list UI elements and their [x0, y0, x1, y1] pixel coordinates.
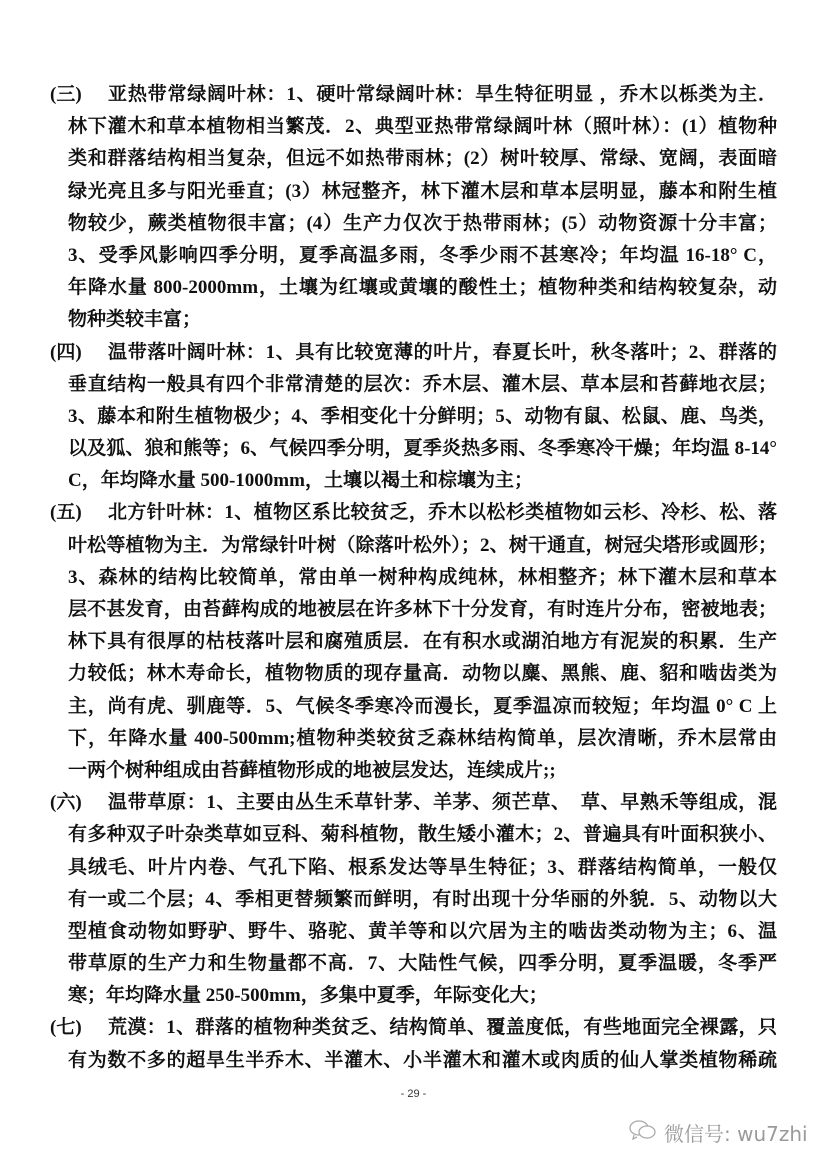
- watermark: [628, 1118, 808, 1147]
- section-label: (三): [50, 84, 82, 105]
- section-label: (四): [50, 341, 82, 363]
- text-line: 有一或二个层；4、季相更替频繁而鲜明，有时出现十分华丽的外貌．5、动物以大: [68, 888, 777, 910]
- section-label: (七): [50, 1017, 82, 1039]
- text-line: 下，年降水量 400-500mm;植物种类较贫乏森林结构简单，层次清晰，乔木层常由: [68, 727, 777, 749]
- page-number: - 29 -: [400, 1088, 427, 1100]
- section: [50, 1012, 777, 1076]
- text-line: 以及狐、狼和熊等；6、气候四季分明，夏季炎热多雨、冬季寒冷干燥；年均温 8-14°: [68, 438, 777, 460]
- text-line: 层不甚发育，由苔藓构成的地被层在许多林下十分发育，有时连片分布，密被地表；: [68, 599, 777, 620]
- section-label: (六): [50, 792, 82, 814]
- text-line: 力较低；林木寿命长，植物物质的现存量高．动物以麋、黑熊、鹿、貂和啮齿类为: [68, 663, 777, 685]
- text-line: 温带草原：1、主要由丛生禾草针茅、羊茅、须芒草、 草、早熟禾等组成，混: [108, 792, 777, 814]
- text-line: 垂直结构一般具有四个非常清楚的层次：乔木层、灌木层、草本层和苔藓地衣层；: [68, 373, 777, 395]
- text-line: 荒漠：1、群落的植物种类贫乏、结构简单、覆盖度低，有些地面完全裸露，只: [108, 1017, 777, 1039]
- text-line: 类和群落结构相当复杂，但远不如热带雨林；(2）树叶较厚、常绿、宽阔，表面暗: [68, 148, 777, 170]
- text-line: 一两个树种组成由苔藓植物形成的地被层发达，连续成片;;: [68, 759, 556, 781]
- text-line: 有多种双子叶杂类草如豆科、菊科植物，散生矮小灌木；2、普遍具有叶面积狭小、: [68, 824, 777, 846]
- text-line: 主，尚有虎、驯鹿等．5、气候冬季寒冷而漫长，夏季温凉而较短；年均温 0° C 上: [68, 695, 777, 717]
- text-line: 物较少，蕨类植物很丰富；(4）生产力仅次于热带雨林；(5）动物资源十分丰富；: [68, 212, 777, 234]
- watermark-text: 微信号: wu7zhi: [664, 1122, 808, 1146]
- section: [50, 497, 777, 787]
- text-line: 林下具有很厚的枯枝落叶层和腐殖质层．在有积水或湖泊地方有泥炭的积累．生产: [68, 631, 777, 653]
- text-line: 具绒毛、叶片内卷、气孔下陷、根系发达等旱生特征；3、群落结构简单，一般仅: [68, 856, 777, 878]
- wechat-icon: [628, 1118, 658, 1147]
- section: [50, 787, 777, 1012]
- section: [50, 337, 777, 498]
- section: [50, 79, 777, 337]
- text-line: 绿光亮且多与阳光垂直；(3）林冠整齐，林下灌木层和草本层明显，藤本和附生植: [68, 180, 777, 202]
- text-line: 有为数不多的超旱生半乔木、半灌木、小半灌木和灌木或肉质的仙人掌类植物稀疏: [68, 1049, 777, 1071]
- text-line: 林下灌木和草本植物相当繁茂．2、典型亚热带常绿阔叶林（照叶林）：(1）植物种: [68, 116, 777, 138]
- text-line: 3、森林的结构比较简单，常由单一树种构成纯林，林相整齐；林下灌木层和草本: [68, 566, 777, 588]
- text-line: 年降水量 800-2000mm，土壤为红壤或黄壤的酸性土；植物种类和结构较复杂，动: [68, 277, 777, 299]
- text-line: 3、受季风影响四季分明，夏季高温多雨，冬季少雨不甚寒冷；年均温 16-18° C，: [68, 244, 777, 266]
- document-body: [50, 79, 777, 1077]
- text-line: 带草原的生产力和生物量都不高．7、大陆性气候，四季分明，夏季温暖，冬季严: [68, 953, 777, 975]
- section-label: (五): [50, 502, 82, 524]
- text-line: 叶松等植物为主．为常绿针叶树（除落叶松外）；2、树干通直，树冠尖塔形或圆形；: [68, 534, 777, 556]
- text-line: C，年均降水量 500-1000mm，土壤以褐土和棕壤为主；: [68, 470, 533, 492]
- text-line: 亚热带常绿阔叶林：1、硬叶常绿阔叶林：旱生特征明显 ，乔木以栎类为主．: [108, 84, 777, 105]
- text-line: 型植食动物如野驴、野牛、骆驼、黄羊等和以穴居为主的啮齿类动物为主；6、温: [68, 920, 777, 942]
- text-line: 北方针叶林：1、植物区系比较贫乏，乔木以松杉类植物如云杉、冷杉、松、落: [108, 502, 777, 524]
- text-line: 温带落叶阔叶林：1、具有比较宽薄的叶片，春夏长叶，秋冬落叶；2、群落的: [108, 341, 777, 363]
- text-line: 3、藤本和附生植物极少；4、季相变化十分鲜明；5、动物有鼠、松鼠、鹿、鸟类，: [68, 405, 777, 427]
- text-line: 寒；年均降水量 250-500mm，多集中夏季，年际变化大；: [68, 985, 548, 1007]
- text-line: 物种类较丰富；: [68, 309, 202, 331]
